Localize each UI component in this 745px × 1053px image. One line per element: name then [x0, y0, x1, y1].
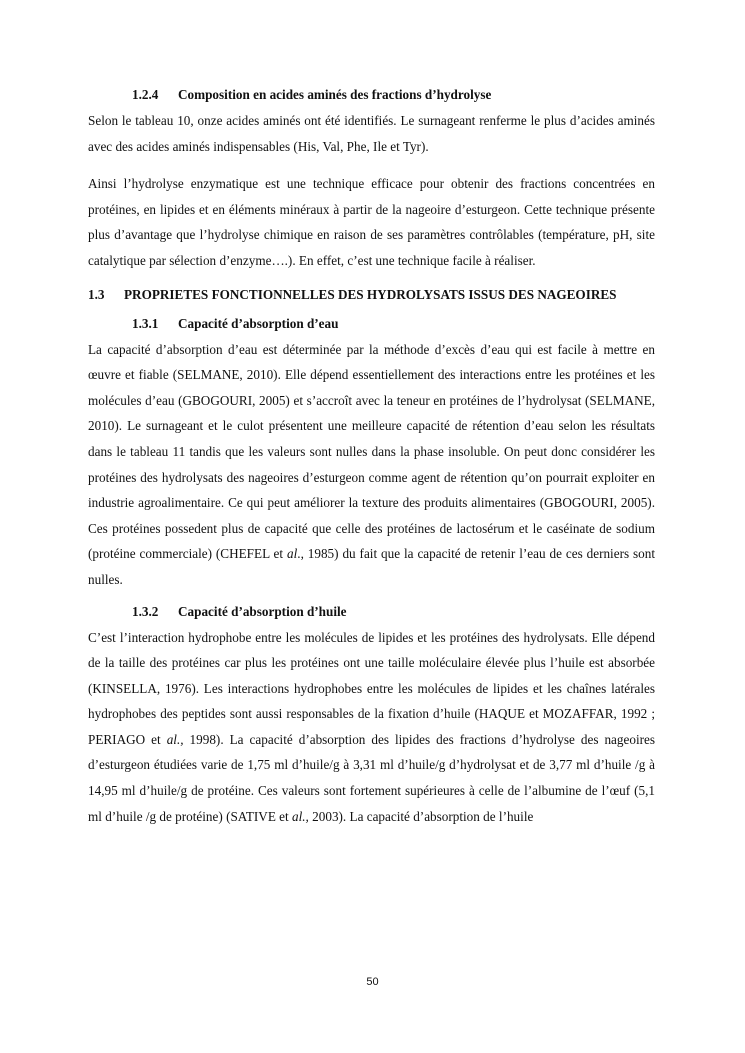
paragraph-text: 1998). La capacité d’absorption des lipides des fractions d’hydrolyse des nageoires d’esturgeon étudiées varie de 1,75 ml d’huile/g à 3,31 ml d’huile/g d’hydrolysat et de 3,77 ml d’huile /g à 14,95 ml d’huile/g de protéine. Ces valeurs sont fortement supérieures à celle de l’albumine de l’œuf (5,1 ml d’huile /g de protéine) (SATIVE et: [88, 731, 655, 824]
heading-title: Composition en acides aminés des fractions d’hydrolyse: [178, 87, 492, 102]
paragraph: [88, 625, 655, 830]
document-page: [88, 86, 655, 829]
italic-text: al.,: [292, 808, 309, 824]
paragraph-text: C’est l’interaction hydrophobe entre les molécules de lipides et les protéines des hydrolysats. Elle dépend de la taille des protéines car plus les protéines ont une taille moléculaire élevée plus l’huile est absorbée (KINSELLA, 1976). Les interactions hydrophobes entre les molécules de lipides et les chaînes latérales hydrophobes des peptides sont aussi responsables de la fixation d’huile (HAQUE et MOZAFFAR, 1992 ; PERIAGO et: [88, 629, 655, 747]
paragraph: [88, 337, 655, 593]
paragraph-text: La capacité d’absorption d’eau est déterminée par la méthode d’excès d’eau qui est facile à mettre en œuvre et fiable (SELMANE, 2010). Elle dépend essentiellement des interactions entre les protéines et les molécules d’eau (GBOGOURI, 2005) et s’accroît avec la teneur en protéines de l’hydrolysat (SELMANE, 2010). Le surnageant et le culot présentent une meilleure capacité de rétention d’eau selon les résultats dans le tableau 11 tandis que les valeurs sont nulles dans la phase insoluble. On peut donc considérer les protéines des hydrolysats des nageoires d’esturgeon comme agent de rétention qu’on pourrait exploiter en industrie agroalimentaire. Ce qui peut améliorer la texture des produits alimentaires (GBOGOURI, 2005). Ces protéines possedent plus de capacité que celle des protéines de lactosérum et le caséinate de sodium (protéine commerciale) (CHEFEL et: [88, 341, 655, 562]
italic-text: al.,: [166, 731, 184, 747]
heading-title: PROPRIETES FONCTIONNELLES DES HYDROLYSATS ISSUS DES NAGEOIRES: [124, 286, 617, 302]
heading-number: 1.3: [88, 286, 105, 302]
heading-1-3: [88, 282, 655, 307]
heading-number: 1.3.1: [132, 315, 159, 331]
heading-number: 1.2.4: [132, 87, 159, 102]
heading-1-3-2: [132, 603, 655, 621]
paragraph-text: 2003). La capacité d’absorption de l’huile: [308, 808, 534, 824]
paragraph-text: ., 1985) du fait que la capacité de retenir l’eau de ces derniers sont nulles.: [88, 546, 656, 587]
heading-1-2-4: [132, 86, 655, 104]
heading-title: Capacité d’absorption d’eau: [178, 315, 339, 331]
heading-number: 1.3.2: [132, 603, 159, 619]
paragraph: Selon le tableau 10, onze acides aminés ont été identifiés. Le surnageant renferme le plus d’acides aminés avec des acides aminés indispensables (His, Val, Phe, Ile et Tyr).: [88, 113, 655, 154]
italic-text: al: [287, 546, 298, 562]
heading-1-3-1: [132, 315, 655, 333]
heading-title: Capacité d’absorption d’huile: [178, 603, 347, 619]
paragraph: Ainsi l’hydrolyse enzymatique est une technique efficace pour obtenir des fractions concentrées en protéines, en lipides et en éléments minéraux à partir de la nageoire d’esturgeon. Cette technique présente plus d’avantage que l’hydrolyse chimique en raison de ses paramètres contrôlables (température, pH, site catalytique par sélection d’enzyme….). En effet, c’est une technique facile à réaliser.: [88, 176, 655, 268]
page-number: 50: [366, 976, 379, 988]
